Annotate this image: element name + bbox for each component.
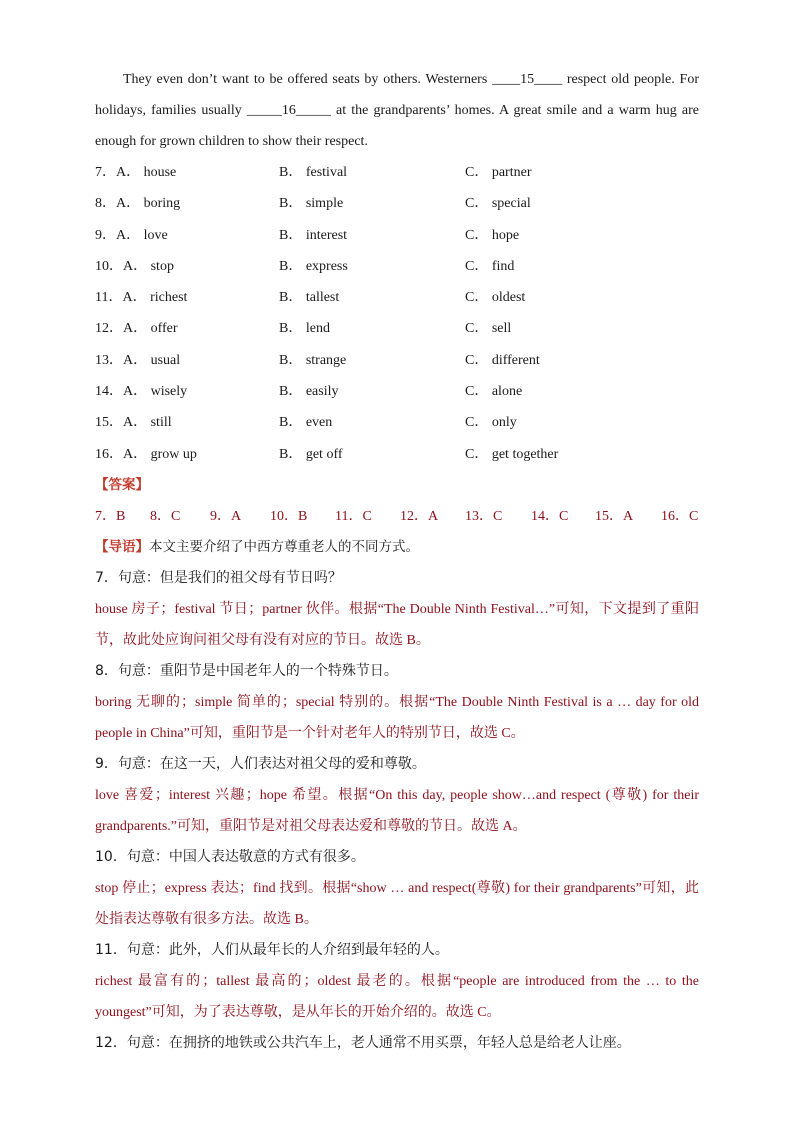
- option-c: C． partner: [465, 165, 532, 180]
- answer-item: 16．C: [661, 508, 699, 524]
- option-a: A． richest: [122, 290, 188, 306]
- explanations: [95, 563, 699, 1059]
- explanation-question-12: 12．句意：在拥挤的地铁或公共汽车上，老人通常不用买票，年轻人总是给老人让座。: [95, 1034, 631, 1051]
- explanation-question-7: 7．句意：但是我们的祖父母有节日吗？: [95, 569, 342, 586]
- option-b: B． strange: [279, 352, 347, 368]
- option-row-14: [95, 376, 699, 407]
- passage-line-3: enough for grown children to show their respect.: [95, 134, 368, 149]
- option-row-10: [95, 251, 699, 282]
- option-c: C． find: [465, 258, 515, 274]
- option-c: C． oldest: [465, 290, 526, 306]
- option-a: A． offer: [123, 321, 178, 337]
- explanation-text-9: love 喜爱；interest 兴趣；hope 希望。根据“On this day, people show…and respect (尊敬) for their grandparents.”可知，重阳节是对祖父母表达爱和尊敬的节日。故选 A。: [95, 787, 699, 834]
- explanation-question-8: 8．句意：重阳节是中国老年人的一个特殊节日。: [95, 662, 398, 679]
- option-row-16: [95, 439, 699, 470]
- option-a: A． usual: [123, 352, 181, 368]
- answer-item: 13．C: [465, 508, 503, 524]
- option-c: C． alone: [465, 384, 523, 400]
- options-list: [95, 157, 699, 470]
- answer-item: 12．A: [400, 508, 439, 524]
- option-number: 7．: [95, 165, 116, 180]
- option-number: 15．: [95, 415, 123, 431]
- option-b: B． get off: [279, 446, 343, 462]
- answer-item: 7．B: [95, 508, 126, 524]
- answer-item: 10．B: [270, 508, 308, 524]
- option-row-15: [95, 407, 699, 438]
- option-b: B． tallest: [279, 290, 340, 306]
- option-a: A． grow up: [123, 446, 197, 462]
- option-a: A． wisely: [123, 384, 188, 400]
- guide-heading: 【导语】: [95, 538, 149, 555]
- option-b: B． even: [279, 415, 333, 431]
- option-row-7: [95, 157, 699, 188]
- option-number: 12．: [95, 321, 123, 337]
- option-number: 16．: [95, 446, 123, 462]
- option-a: A． boring: [116, 196, 181, 212]
- explanation-text-11: richest 最富有的；tallest 最高的；oldest 最老的。根据“people are introduced from the … to the youngest”可知，为了表达尊敬，是从年长的开始介绍的。故选 C。: [95, 973, 699, 1020]
- answer-heading-line: [95, 470, 699, 501]
- option-number: 9．: [95, 227, 116, 243]
- explanation-question-9: 9．句意：在这一天，人们表达对祖父母的爱和尊敬。: [95, 755, 426, 772]
- option-b: B． festival: [279, 165, 348, 180]
- option-a: A． house: [116, 165, 177, 180]
- option-b: B． interest: [279, 227, 348, 243]
- option-b: B． lend: [279, 321, 330, 337]
- explanation-text-10: stop 停止；express 表达；find 找到。根据“show … and respect(尊敬) for their grandparents”可知，此处指表达尊敬有很多方法。故选 B。: [95, 880, 699, 927]
- answer-item: 8．C: [150, 508, 181, 524]
- passage-line-1: They even don’t want to be offered seats by others. Westerners ____15____ respect old people. For: [123, 72, 699, 87]
- option-b: B． simple: [279, 196, 344, 212]
- answer-item: 15．A: [595, 508, 634, 524]
- option-row-11: [95, 282, 699, 313]
- explanation-question-10: 10．句意：中国人表达敬意的方式有很多。: [95, 848, 365, 865]
- option-number: 10．: [95, 258, 123, 274]
- answer-item: 9．A: [210, 508, 242, 524]
- passage-paragraph: [95, 64, 699, 157]
- option-c: C． special: [465, 196, 531, 212]
- option-row-8: [95, 188, 699, 219]
- answer-heading: 【答案】: [95, 476, 149, 493]
- option-c: C． different: [465, 352, 540, 368]
- answer-item: 11．C: [335, 508, 372, 524]
- option-number: 14．: [95, 384, 123, 400]
- option-number: 8．: [95, 196, 116, 212]
- answer-key: [95, 501, 699, 532]
- option-number: 11．: [95, 290, 123, 306]
- option-a: A． still: [123, 415, 172, 431]
- option-a: A． stop: [123, 258, 174, 274]
- option-c: C． sell: [465, 321, 512, 337]
- option-row-9: [95, 220, 699, 251]
- option-a: A． love: [116, 227, 168, 243]
- guide-line: [95, 532, 699, 563]
- passage: [95, 64, 699, 157]
- option-row-12: [95, 313, 699, 344]
- option-b: B． easily: [279, 384, 339, 400]
- option-c: C． hope: [465, 227, 520, 243]
- explanation-question-11: 11．句意：此外，人们从最年长的人介绍到最年轻的人。: [95, 941, 449, 958]
- explanation-text-8: boring 无聊的；simple 简单的；special 特别的。根据“The Double Ninth Festival is a … day for old people in China”可知，重阳节是一个针对老年人的特别节日，故选 C。: [95, 694, 699, 741]
- guide-text: 本文主要介绍了中西方尊重老人的不同方式。: [149, 538, 419, 555]
- option-c: C． only: [465, 415, 517, 431]
- option-b: B． express: [279, 258, 348, 274]
- option-c: C． get together: [465, 446, 559, 462]
- explanation-text-7: house 房子；festival 节日；partner 伙伴。根据“The Double Ninth Festival…”可知，下文提到了重阳节，故此处应询问祖父母有没有对应的节日。故选 B。: [95, 601, 699, 648]
- answer-item: 14．C: [531, 508, 569, 524]
- option-row-13: [95, 345, 699, 376]
- passage-line-2: holidays, families usually _____16_____ at the grandparents’ homes. A great smile and a warm hug are: [95, 103, 699, 118]
- document-page: [95, 64, 699, 1059]
- option-number: 13．: [95, 352, 123, 368]
